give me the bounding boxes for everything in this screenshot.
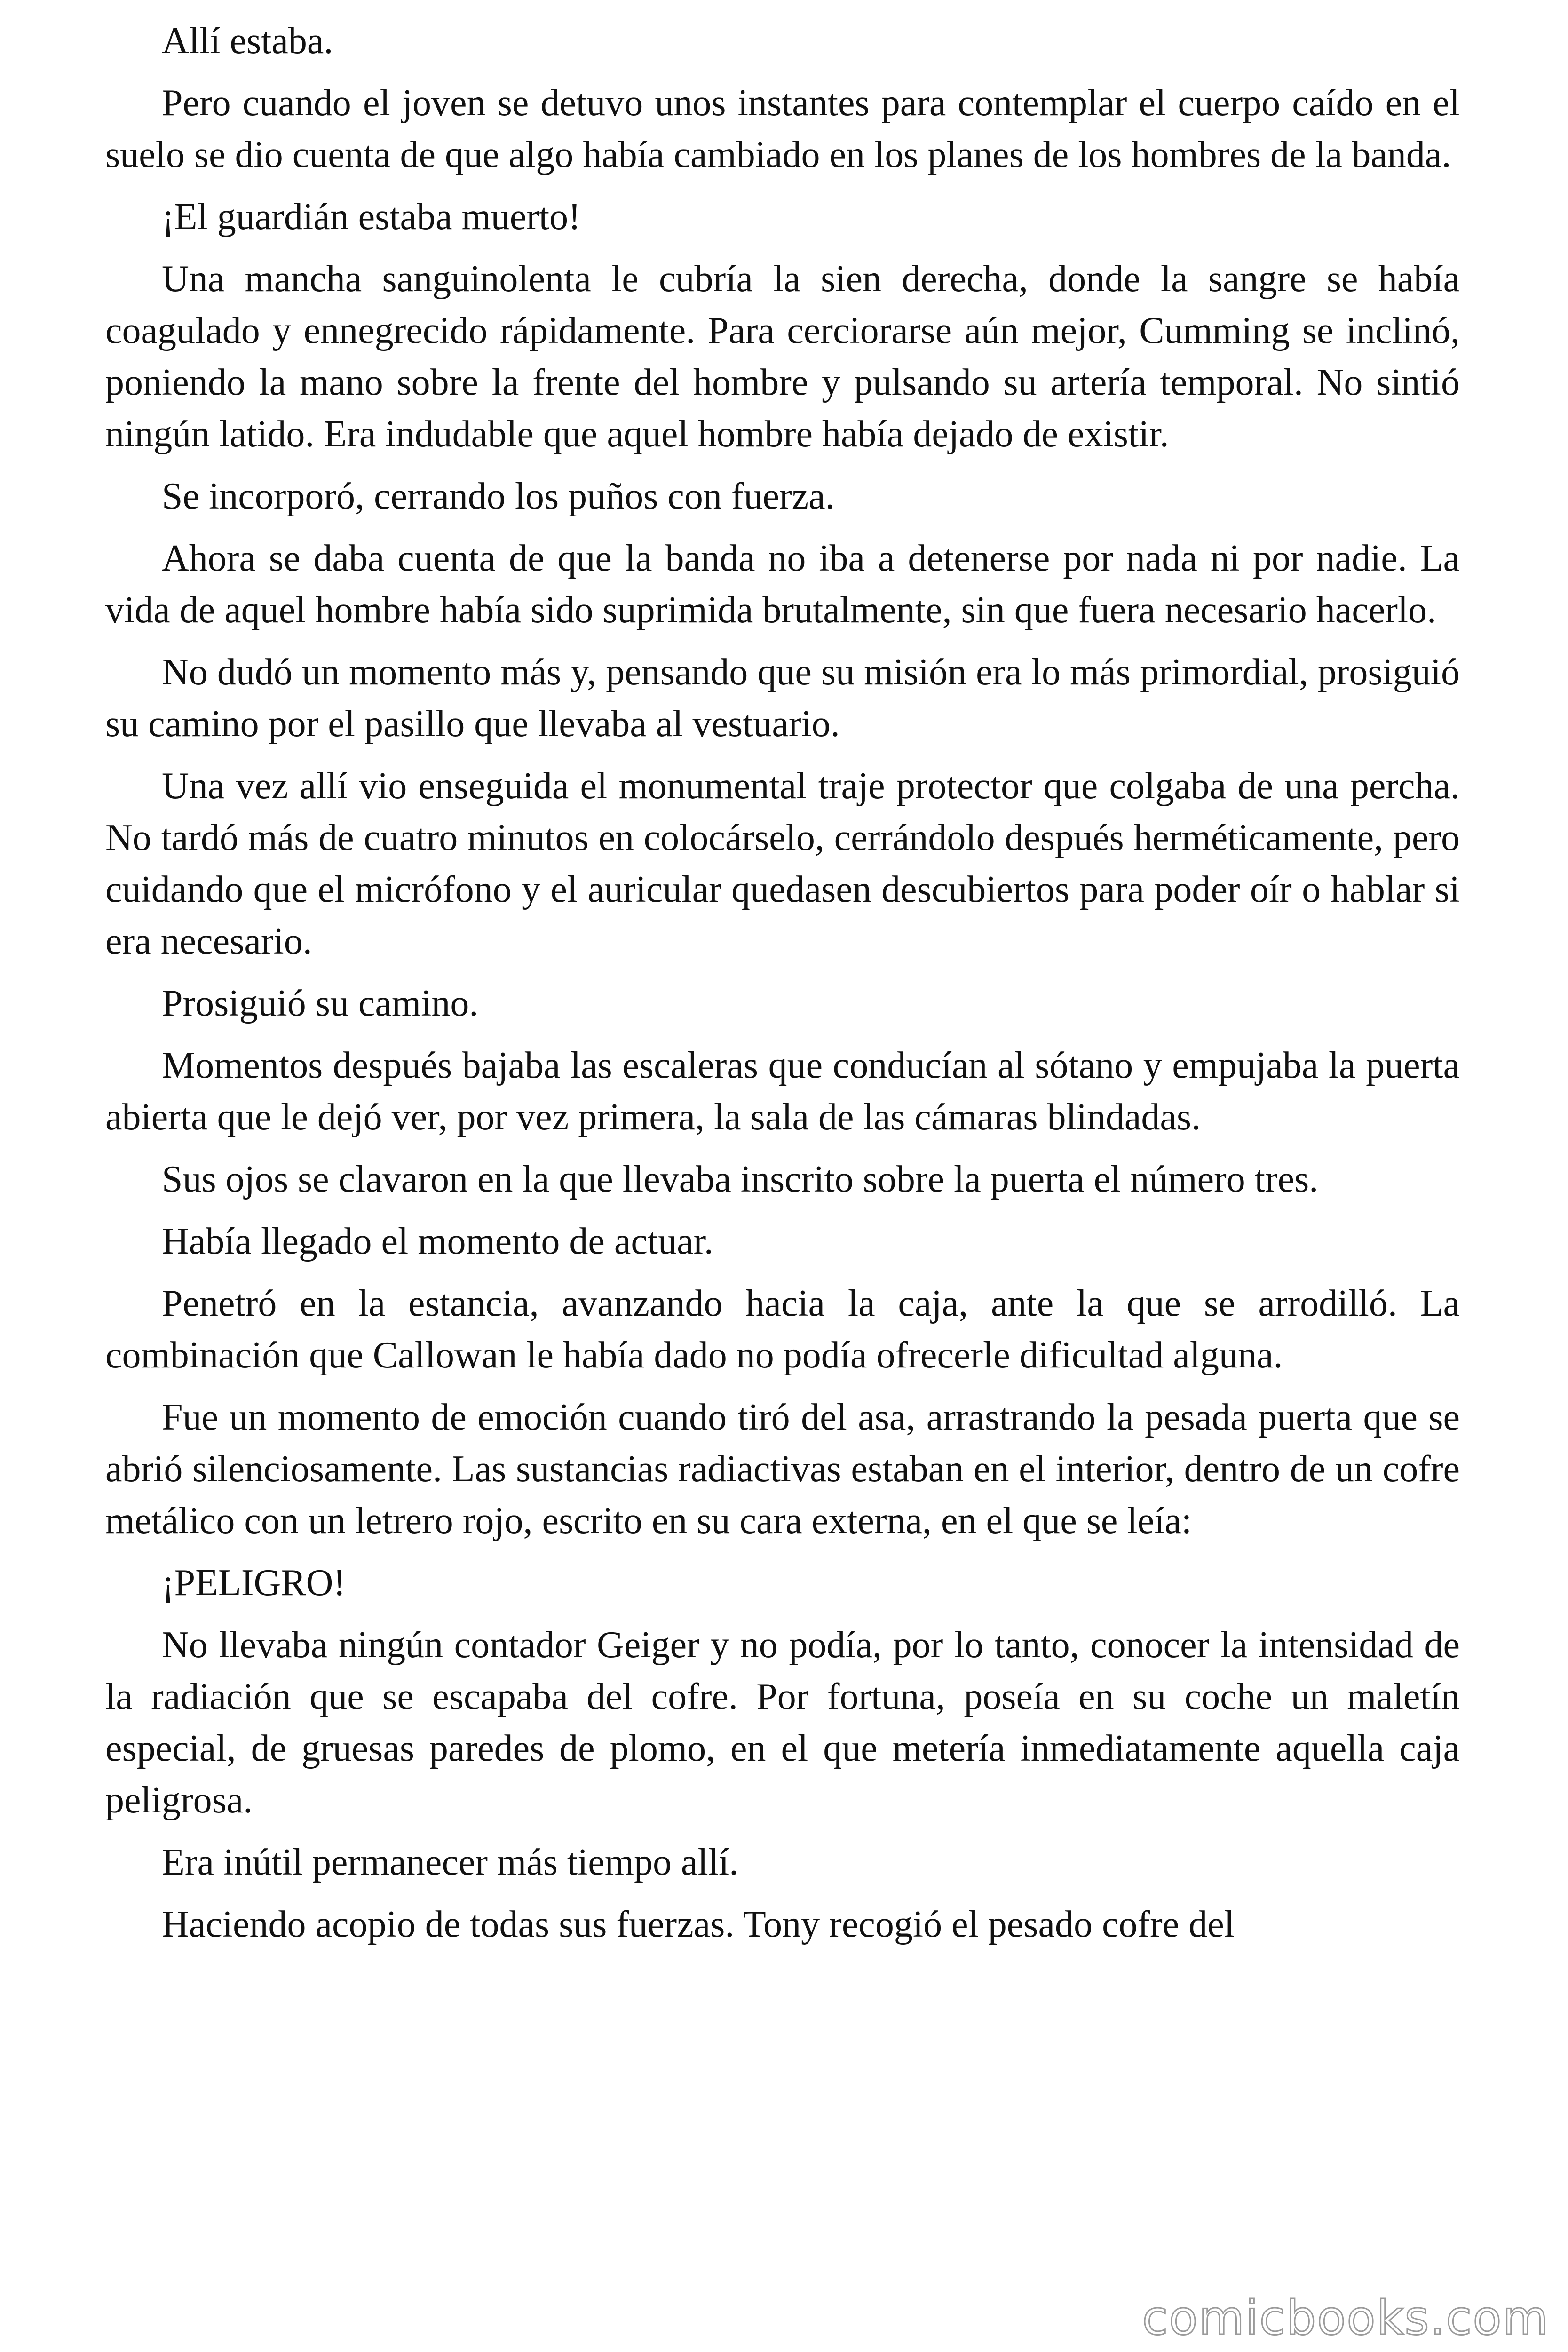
paragraph: Fue un momento de emoción cuando tiró del asa, arrastrando la pesada puerta que se abrió silenciosamente. Las sustancias radiactivas estaban en el interior, dentro de un cofre metálico con un letrero rojo, escrito en su cara externa, en el que se leía: <box>105 1397 1460 1542</box>
paragraph: Haciendo acopio de todas sus fuerzas. Tony recogió el pesado cofre del <box>162 1904 1235 1945</box>
paragraph: Una vez allí vio enseguida el monumental traje protector que colgaba de una percha. No tardó más de cuatro minutos en colocárselo, cerrándolo después herméticamente, pero cuidando que el micrófono y el auricular quedasen descubiertos para poder oír o hablar si era necesario. <box>105 765 1460 962</box>
paragraph: Se incorporó, cerrando los puños con fuerza. <box>162 476 835 517</box>
paragraph: Sus ojos se clavaron en la que llevaba inscrito sobre la puerta el número tres. <box>162 1159 1319 1200</box>
paragraph: Una mancha sanguinolenta le cubría la sien derecha, donde la sangre se había coagulado y ennegrecido rápidamente. Para cerciorarse aún mejor, Cumming se inclinó, poniendo la mano sobre la frente del hombre y pulsando su artería temporal. No sintió ningún latido. Era indudable que aquel hombre había dejado de existir. <box>105 258 1460 455</box>
paragraph: Prosiguió su camino. <box>162 983 479 1024</box>
paragraph: Pero cuando el joven se detuvo unos instantes para contemplar el cuerpo caído en el suelo se dio cuenta de que algo había cambiado en los planes de los hombres de la banda. <box>105 82 1460 175</box>
paragraph: Ahora se daba cuenta de que la banda no iba a detenerse por nada ni por nadie. La vida de aquel hombre había sido suprimida brutalmente, sin que fuera necesario hacerlo. <box>105 538 1460 631</box>
paragraph: Allí estaba. <box>162 20 333 62</box>
paragraph: Momentos después bajaba las escaleras que conducían al sótano y empujaba la puerta abierta que le dejó ver, por vez primera, la sala de las cámaras blindadas. <box>105 1045 1460 1138</box>
paragraph: Penetró en la estancia, avanzando hacia la caja, ante la que se arrodilló. La combinación que Callowan le había dado no podía ofrecerle dificultad alguna. <box>105 1283 1460 1376</box>
paragraph: No dudó un momento más y, pensando que su misión era lo más primordial, prosiguió su camino por el pasillo que llevaba al vestuario. <box>105 652 1460 745</box>
paragraph: ¡PELIGRO! <box>162 1562 346 1604</box>
watermark: comicbooks.com <box>1142 2290 1549 2345</box>
paragraph: No llevaba ningún contador Geiger y no podía, por lo tanto, conocer la intensidad de la radiación que se escapaba del cofre. Por fortuna, poseía en su coche un maletín especial, de gruesas paredes de plomo, en el que metería inmediatamente aquella caja peligrosa. <box>105 1624 1460 1821</box>
paragraph: Había llegado el momento de actuar. <box>162 1221 713 1262</box>
paragraph: Era inútil permanecer más tiempo allí. <box>162 1842 739 1883</box>
body-text <box>105 15 1460 1961</box>
paragraph: ¡El guardián estaba muerto! <box>162 196 581 238</box>
